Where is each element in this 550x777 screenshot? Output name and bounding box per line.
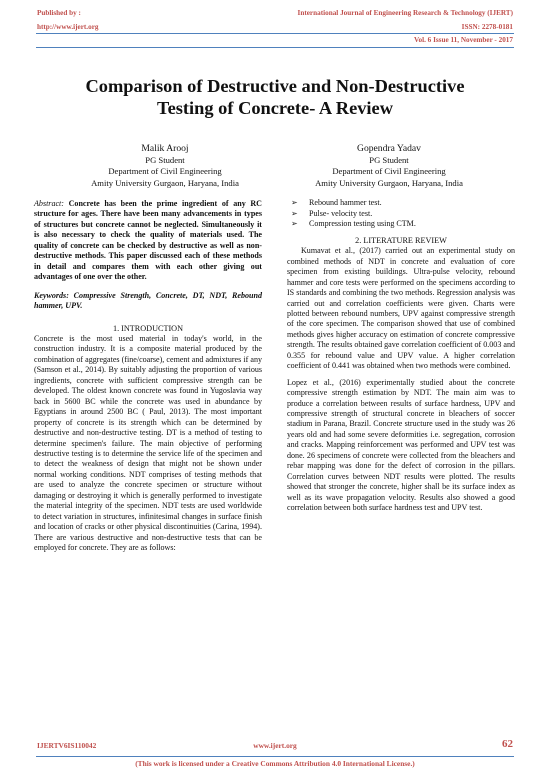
title-line-2: Testing of Concrete- A Review (157, 98, 393, 118)
keywords-text: Compressive Strength, Concrete, DT, NDT, Rebound hammer, UPV. (34, 290, 262, 311)
author-block-1 (60, 143, 270, 189)
page-number: 62 (502, 738, 513, 750)
author-dept: Department of Civil Engineering (108, 166, 222, 176)
license-note: (This work is licensed under a Creative Commons Attribution 4.0 International License.) (135, 759, 415, 768)
author-role: PG Student (145, 154, 185, 165)
literature-paragraph-1: Kumavat et al., (2017) carried out an experimental study on combined methods of NDT in concrete and evaluation of core specimen from existing buildings. Ultra-pulse velocity, rebound hammer and core tests were performed on the specimens according to IS standards and combining the two methods. Regression analysis was carried out and correlation coefficients were given. Charts were plotted between rebound numbers, UPV against compressive strength of the core specimen. The comparison showed that use of combined methods gives higher accuracy on estimation of concrete compressive strength. The results obtained gave correlation coefficient of 0.003 and 0.355 for rebound value and UPV value. A higher correlation coefficient of 0.441 was obtained when two methods were combined. (287, 246, 515, 371)
journal-name: International Journal of Engineering Research & Technology (IJERT) (297, 9, 513, 17)
author-dept: Department of Civil Engineering (332, 166, 446, 176)
paper-title (20, 75, 530, 119)
literature-heading: 2. LITERATURE REVIEW (355, 235, 447, 245)
keywords (34, 291, 262, 312)
author-name: Malik Arooj (141, 143, 189, 154)
footer-rule (36, 756, 514, 757)
abstract (34, 199, 262, 283)
title-line-1: Comparison of Destructive and Non-Destructive (85, 76, 465, 96)
right-column (287, 198, 515, 514)
arrow-bullet-icon: ➢ (291, 208, 298, 218)
abstract-label: Abstract: (34, 199, 64, 208)
intro-heading: 1. INTRODUCTION (112, 323, 184, 333)
author-block-2 (284, 143, 494, 189)
published-by: Published by : (37, 9, 81, 17)
author-affiliation: Amity University Gurgaon, Haryana, India (91, 177, 239, 188)
footer-site-link[interactable]: www.ijert.org (253, 741, 297, 750)
volume-issue: Vol. 6 Issue 11, November - 2017 (413, 36, 513, 44)
left-column (34, 199, 262, 554)
paper-id: IJERTV6IS110042 (37, 741, 97, 750)
author-role: PG Student (369, 154, 409, 165)
list-item: ➢ Pulse- velocity test. (291, 208, 373, 218)
abstract-text: Concrete has been the prime ingredient of any RC structure for ages. There have been many advancements in types of structures but concrete cannot be neglected. Simultaneously it is also necessary to check the quality of materials used. The quality of concrete can be checked by destructive as well as non-destructive methods. This paper discussed each of these methods in detail and compares them with each other giving out advantages of one over the other. (34, 199, 262, 282)
header-url-link[interactable]: http://www.ijert.org (37, 23, 99, 31)
list-item: ➢ Compression testing using CTM. (291, 219, 416, 229)
keywords-label: Keywords: (34, 290, 69, 300)
header-rule-bottom (36, 47, 514, 48)
intro-paragraph: Concrete is the most used material in today's world, in the construction industry. It is a composite material produced by the combination of aggregates (fine/coarse), cement and admixtures if any (Samson et al., 2014). By suitably adjusting the proportion of various ingredients, concrete with sufficient compressive strength can be developed. The oldest known concrete was found in Yugoslavia way back in 5600 BC while the concrete was used in abundance by Egyptians in around 2500 BC ( Paul, 2013). The most important property of concrete is its strength which can be determined by destructive and non-destructive testing. DT is a method of testing to determine specimen's failure. The main objective of performing destructive testing is to determine the service life of the specimen and to detect the weakness of design that might not be shown under normal working conditions. NDT comprises of testing methods that are used to analyze the concrete specimen or structure without damaging or destroying it which is generally performed to investigate the material integrity of the specimen. NDT tests are used worldwide to detect variation in structures, infinitesimal changes in surface finish and location of cracks or other physical discontinuities (Carina, 1994). There are various destructive and non-destructive tests that can be employed for concrete. They are as follows: (34, 333, 262, 553)
header-rule (36, 33, 514, 34)
author-affiliation: Amity University Gurgaon, Haryana, India (315, 177, 463, 188)
literature-paragraph-2: Lopez et al., (2016) experimentally studied about the concrete compressive strength estimation by NDT. The main aim was to produce a correlation between results of surface hardness, UPV and compressive strength of structural concrete in bleachers of soccer stadium in Parana, Brazil. Concrete structure used in the study was 26 years old and had some severe deformities i.e. segregation, corrosion and cracks. Mapping reinforcement was performed and UPV test was done. 26 specimens of concrete were collected from the bleachers and rebar mapping was done for the defect of corrosion in the pillars. Correlation curves between NDT results were plotted. The results showed that stronger the concrete, higher shall be its surface index as well as its wave propagation velocity. Results also showed a good correlation between both surface hardness test and UPV test. (287, 377, 515, 513)
arrow-bullet-icon: ➢ (291, 198, 298, 207)
issn: ISSN: 2278-0181 (461, 23, 513, 31)
test-list (287, 198, 515, 230)
arrow-bullet-icon: ➢ (291, 219, 298, 229)
author-name: Gopendra Yadav (357, 143, 421, 154)
list-item: ➢ Rebound hammer test. (291, 198, 382, 207)
